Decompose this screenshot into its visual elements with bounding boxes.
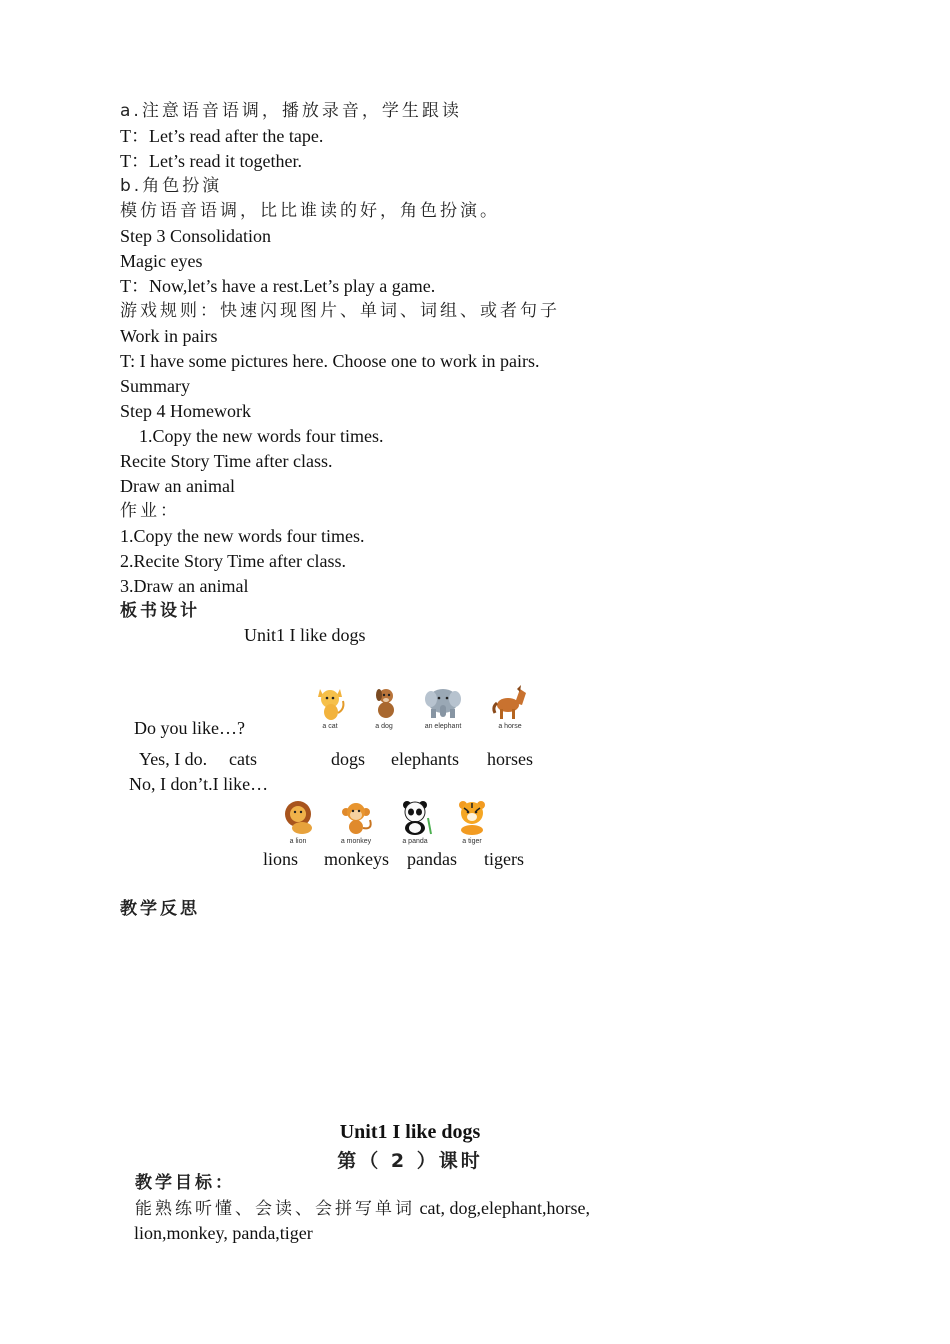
caption: a tiger xyxy=(462,838,482,845)
text-line: T：Let’s read it together. xyxy=(120,151,302,171)
answer-no: No, I don’t.I like… xyxy=(129,774,269,794)
text-line: Recite Story Time after class. xyxy=(120,451,333,471)
word-monkeys: monkeys xyxy=(324,849,389,869)
answer-yes: Yes, I do. xyxy=(139,749,208,769)
goal-cn: 能熟练听懂、会读、会拼写单词 xyxy=(135,1199,415,1219)
text-line: b.角色扮演 xyxy=(120,176,223,196)
word-elephants: elephants xyxy=(391,749,459,769)
goal-line xyxy=(135,1197,590,1220)
dog-picture xyxy=(359,683,409,730)
text-line: 游戏规则：快速闪现图片、单词、词组、或者句子 xyxy=(120,301,560,321)
caption: a monkey xyxy=(340,838,372,845)
text-line: 1.Copy the new words four times. xyxy=(120,526,365,546)
lesson-title: Unit1 I like dogs xyxy=(339,1121,481,1143)
tiger-icon xyxy=(452,798,492,836)
caption: a panda xyxy=(402,838,428,845)
cat-picture xyxy=(305,683,355,730)
word-dogs: dogs xyxy=(331,749,366,769)
text-line: T：Now,let’s have a rest.Let’s play a game. xyxy=(120,276,436,296)
caption: an elephant xyxy=(424,723,462,730)
word-tigers: tigers xyxy=(484,849,524,869)
horse-icon xyxy=(490,683,530,721)
goal-en: cat, dog,elephant,horse, xyxy=(415,1198,590,1218)
goal-line: lion,monkey, panda,tiger xyxy=(134,1223,313,1243)
monkey-picture xyxy=(331,798,381,845)
text-line: Work in pairs xyxy=(120,326,218,346)
reflection-heading: 教学反思 xyxy=(120,899,200,919)
text-line: 2.Recite Story Time after class. xyxy=(120,551,346,571)
lesson-period: 第（ 2 ）课时 xyxy=(337,1150,483,1172)
text-line: T：Let’s read after the tape. xyxy=(120,126,324,146)
homework-heading: 作业： xyxy=(120,501,180,521)
text-line: a.注意语音语调，播放录音，学生跟读 xyxy=(120,101,462,121)
board-heading: 板书设计 xyxy=(120,601,200,621)
monkey-icon xyxy=(336,798,376,836)
caption: a horse xyxy=(498,723,522,730)
dog-icon xyxy=(364,683,404,721)
text-line: 3.Draw an animal xyxy=(120,576,249,596)
text-line: Summary xyxy=(120,376,190,396)
panda-picture xyxy=(390,798,440,845)
text-line: T: I have some pictures here. Choose one to work in pairs. xyxy=(120,351,540,371)
tiger-picture xyxy=(447,798,497,845)
word-cats: cats xyxy=(229,749,257,769)
lion-picture xyxy=(273,798,323,845)
text-line: Draw an animal xyxy=(120,476,235,496)
step-heading: Step 3 Consolidation xyxy=(120,226,272,246)
elephant-picture xyxy=(418,683,468,730)
text-line: Magic eyes xyxy=(120,251,203,271)
caption: a dog xyxy=(375,723,393,730)
word-horses: horses xyxy=(487,749,533,769)
caption: a cat xyxy=(322,723,338,730)
caption: a lion xyxy=(289,838,307,845)
horse-picture xyxy=(485,683,535,730)
word-lions: lions xyxy=(263,849,299,869)
cat-icon xyxy=(310,683,350,721)
question-text: Do you like…? xyxy=(134,718,245,738)
elephant-icon xyxy=(423,683,463,721)
word-pandas: pandas xyxy=(407,849,457,869)
text-line: 模仿语音语调，比比谁读的好，角色扮演。 xyxy=(120,201,500,221)
step-heading: Step 4 Homework xyxy=(120,401,251,421)
goal-heading: 教学目标： xyxy=(135,1173,235,1193)
board-title: Unit1 I like dogs xyxy=(244,625,366,645)
text-line: 1.Copy the new words four times. xyxy=(139,426,384,446)
lion-icon xyxy=(278,798,318,836)
panda-icon xyxy=(395,798,435,836)
